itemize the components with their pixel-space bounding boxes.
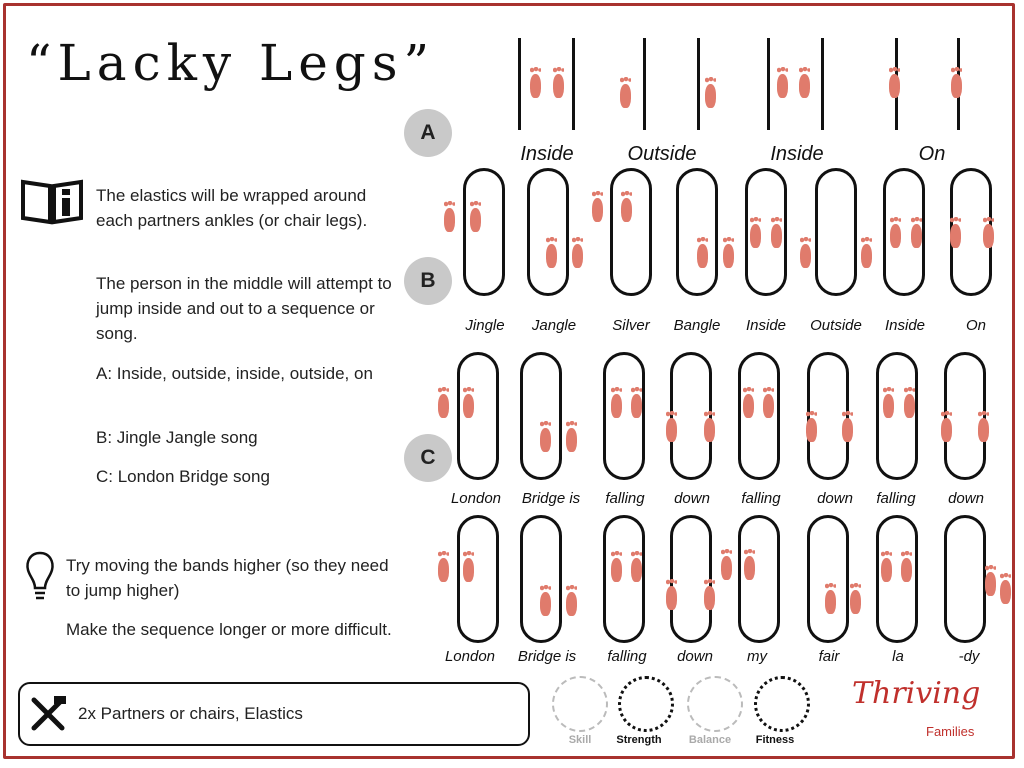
b-label: Bangle [673,317,721,334]
foot-icon [438,394,449,418]
description-p5: C: London Bridge song [96,467,270,486]
section-a-badge: A [404,109,452,157]
description-p3: A: Inside, outside, inside, outside, on [96,364,373,383]
c1-label: Bridge is [521,490,581,507]
elastic-line [643,38,646,130]
foot-icon [444,208,455,232]
foot-icon [978,418,989,442]
strength-icon [618,676,674,732]
c1-label: down [817,490,853,507]
c1-label: down [948,490,984,507]
c1-label: London [450,490,502,507]
b-label: Inside [745,317,787,334]
b-label: Outside [810,317,862,334]
elastic-loop [457,352,499,480]
book-info-icon [20,176,84,226]
foot-icon [631,558,642,582]
b-label: On [965,317,986,334]
foot-icon [941,418,952,442]
foot-icon [763,394,774,418]
foot-icon [951,74,962,98]
foot-icon [611,558,622,582]
c1-label: falling [741,490,781,507]
foot-icon [771,224,782,248]
c2-label: la [892,648,904,665]
description-p4: B: Jingle Jangle song [96,428,258,447]
elastic-line [518,38,521,130]
foot-icon [883,394,894,418]
foot-icon [705,84,716,108]
foot-icon [592,198,603,222]
c1-label: falling [876,490,916,507]
foot-icon [704,586,715,610]
page-title: “Lacky Legs” [26,34,436,92]
section-c-badge: C [404,434,452,482]
balance-icon [687,676,743,732]
foot-icon [889,74,900,98]
c1-label: falling [605,490,645,507]
foot-icon [540,428,551,452]
foot-icon [631,394,642,418]
foot-icon [697,244,708,268]
logo-families: Families [926,724,975,739]
c2-label: falling [607,648,647,665]
elastic-loop [738,515,780,643]
description-p1: The elastics will be wrapped around each partners ankles (or chair legs). [96,186,368,230]
foot-icon [799,74,810,98]
balance-label: Balance [688,734,732,746]
elastic-line [572,38,575,130]
foot-icon [723,244,734,268]
foot-icon [470,208,481,232]
fitness-icon [754,676,810,732]
foot-icon [901,558,912,582]
c2-label: fair [818,648,840,665]
elastic-loop [676,168,718,296]
materials-text: 2x Partners or chairs, Elastics [78,704,303,723]
foot-icon [438,558,449,582]
foot-icon [881,558,892,582]
foot-icon [842,418,853,442]
fitness-label: Fitness [755,734,795,746]
foot-icon [463,558,474,582]
c2-label: my [747,648,767,665]
elastic-loop [520,352,562,480]
foot-icon [566,428,577,452]
skill-icon [552,676,608,732]
elastic-loop [463,168,505,296]
a-label: On [918,143,946,165]
foot-icon [666,586,677,610]
foot-icon [890,224,901,248]
logo-thriving: Thriving [852,676,981,711]
foot-icon [540,592,551,616]
lightbulb-icon [24,550,56,606]
elastic-loop [527,168,569,296]
foot-icon [553,74,564,98]
elastic-loop [610,168,652,296]
b-label: Inside [884,317,926,334]
foot-icon [566,592,577,616]
foot-icon [704,418,715,442]
c2-label: London [444,648,496,665]
description-p2: The person in the middle will attempt to jump inside and out to a sequence or song. [96,274,392,343]
skill-label: Skill [568,734,592,746]
a-label: Outside [627,143,697,165]
b-label: Silver [612,317,650,334]
a-label: Inside [520,143,574,165]
foot-icon [800,244,811,268]
c2-label: down [677,648,713,665]
c2-label: Bridge is [517,648,577,665]
c1-label: down [674,490,710,507]
foot-icon [1000,580,1011,604]
foot-icon [983,224,994,248]
elastic-line [697,38,700,130]
elastic-line [767,38,770,130]
tools-icon [28,694,68,734]
foot-icon [985,572,996,596]
b-label: Jangle [531,317,577,334]
elastic-loop [944,515,986,643]
elastic-line [821,38,824,130]
foot-icon [744,556,755,580]
foot-icon [621,198,632,222]
foot-icon [861,244,872,268]
foot-icon [904,394,915,418]
strength-label: Strength [616,734,662,746]
elastic-loop [520,515,562,643]
section-b-badge: B [404,257,452,305]
foot-icon [721,556,732,580]
foot-icon [620,84,631,108]
foot-icon [743,394,754,418]
foot-icon [530,74,541,98]
a-label: Inside [770,143,824,165]
b-label: Jingle [465,317,505,334]
foot-icon [463,394,474,418]
foot-icon [750,224,761,248]
elastic-loop [807,515,849,643]
foot-icon [611,394,622,418]
foot-icon [850,590,861,614]
tip-2: Make the sequence longer or more difficult. [66,620,392,639]
foot-icon [950,224,961,248]
foot-icon [911,224,922,248]
tip-1: Try moving the bands higher (so they need to jump higher) [66,556,389,600]
elastic-loop [815,168,857,296]
c2-label: -dy [958,648,980,665]
foot-icon [546,244,557,268]
foot-icon [572,244,583,268]
materials-box [18,682,530,746]
foot-icon [666,418,677,442]
foot-icon [806,418,817,442]
foot-icon [825,590,836,614]
foot-icon [777,74,788,98]
